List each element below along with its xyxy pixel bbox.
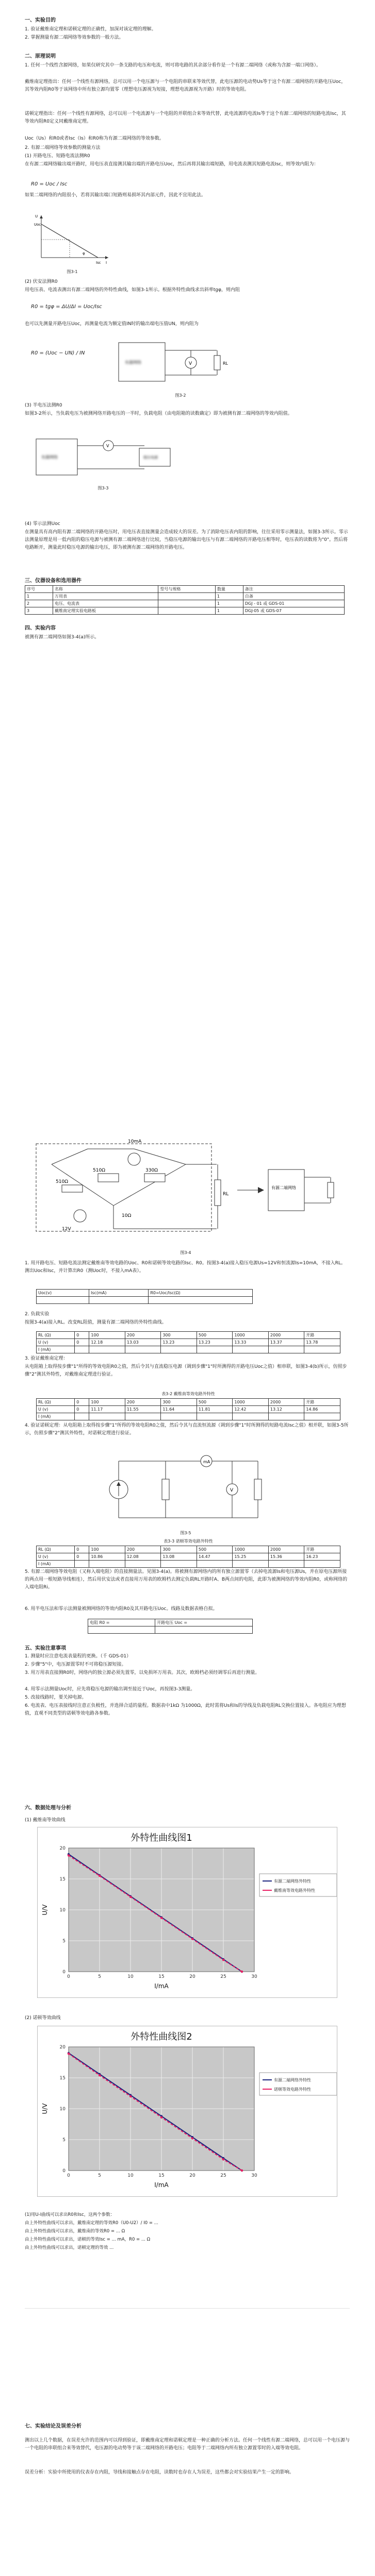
data-point bbox=[129, 1896, 132, 1898]
y-tick-label: 20 bbox=[59, 1846, 66, 1851]
svg-text:Isc: Isc bbox=[96, 261, 101, 265]
data-p3: 由上外特性曲线可以求出，戴维南的等效R0 = ... Ω bbox=[25, 2229, 125, 2234]
table-cell: 13.33 bbox=[233, 1339, 269, 1346]
principle-p3: 诺顿定理指出：任何一个线性有源网络，总可以用一个电流源与一个电阻的并联组合来等效代替，此电流源的电流Is等于这个有源二端网络的短路电流Isc，其等效内阻R0定义同戴维南定理。 bbox=[25, 111, 346, 124]
table-header: 2000 bbox=[268, 1399, 304, 1406]
table-cell: 14.47 bbox=[197, 1553, 233, 1561]
content-p1: 被测有源二端网络如图3-4(a)所示。 bbox=[25, 635, 100, 640]
table-cell: 13.08 bbox=[161, 1553, 197, 1561]
legend-entry: 有源二端网络外特性 bbox=[274, 2078, 311, 2082]
table-row bbox=[37, 1413, 340, 1420]
content-p5: 3. 验证戴维南定理： bbox=[25, 1356, 68, 1361]
section-title-notes: 五、实验注意事项 bbox=[25, 1646, 66, 1651]
table-cell: 15.36 bbox=[268, 1553, 304, 1561]
table-header-row bbox=[25, 586, 345, 593]
table-header: 1000 bbox=[233, 1546, 269, 1553]
table-cell: 14.86 bbox=[304, 1406, 340, 1413]
table-header: 0 bbox=[75, 1546, 89, 1553]
figure-3-3-circuit bbox=[31, 433, 186, 484]
svg-text:V: V bbox=[230, 1488, 234, 1493]
x-tick-label: 15 bbox=[158, 1974, 165, 1979]
notes-item-2: 2. 步骤"5"中，电压源置零时不可将稳压源短接。 bbox=[25, 1662, 126, 1667]
figure-3-4-caption: 图3-4 bbox=[180, 1250, 191, 1255]
table-cell: U (v) bbox=[37, 1553, 75, 1561]
svg-text:V: V bbox=[189, 361, 192, 366]
x-tick-label: 5 bbox=[98, 2173, 101, 2178]
principle-p13: 如图3-2所示，当负载电压为被测网络开路电压的一半时，负载电阻（由电阻箱的读数确定）即为被测有源二端网络的等效内阻值。 bbox=[25, 411, 292, 416]
table-header: 开路 bbox=[304, 1332, 340, 1339]
notes-item-3: 3. 用万用表直接测R0时，网络内的独立源必须先置零，以免损坏万用表。其次，欧姆档必须经调零后再进行测量。 bbox=[25, 1670, 260, 1675]
x-axis-label: I/mA bbox=[154, 2181, 169, 2189]
table-cell: 12.42 bbox=[233, 1406, 269, 1413]
table-cell: 1 bbox=[215, 607, 243, 615]
table-row bbox=[88, 1626, 253, 1634]
svg-text:U: U bbox=[35, 214, 38, 218]
figure-3-2-caption: 图3-2 bbox=[175, 393, 186, 398]
data-point bbox=[222, 1959, 224, 1961]
y-tick-label: 0 bbox=[62, 1970, 66, 1975]
svg-text:稳压电源: 稳压电源 bbox=[143, 455, 158, 460]
x-tick-label: 5 bbox=[98, 1974, 101, 1979]
data-point bbox=[129, 2095, 132, 2097]
table-row bbox=[37, 1297, 253, 1304]
principle-p8: 如果二端网络的内阻很小，若将其输出端口短路则易损坏其内部元件，因此不宜用此法。 bbox=[25, 193, 206, 198]
data-point bbox=[241, 2170, 243, 2172]
y-tick-label: 5 bbox=[62, 2138, 66, 2143]
y-axis-label: U/V bbox=[41, 1904, 48, 1916]
table-cell bbox=[161, 1346, 197, 1353]
y-tick-label: 10 bbox=[59, 1908, 66, 1913]
principle-p6: (1) 开路电压、短路电流法测R0 bbox=[25, 154, 90, 159]
table-header: 开路 bbox=[304, 1399, 340, 1406]
figure-3-5-caption: 图3-5 bbox=[180, 1531, 191, 1535]
table-cell bbox=[161, 1561, 197, 1568]
data-point bbox=[160, 2116, 162, 2119]
table-header: 1000 bbox=[233, 1332, 269, 1339]
table-cell: 10.86 bbox=[89, 1553, 125, 1561]
y-tick-label: 15 bbox=[59, 1877, 66, 1882]
notes-item-1: 1. 测量时应注意电流表量程的更换。（千 GDS-01） bbox=[25, 1654, 132, 1659]
notes-item-5: 5. 改接线路时，要关掉电源。 bbox=[25, 1695, 87, 1700]
table-row bbox=[37, 1553, 340, 1561]
legend-box bbox=[259, 2073, 337, 2095]
fig4-label-r2: 330Ω bbox=[145, 1168, 158, 1173]
x-tick-label: 30 bbox=[251, 2173, 257, 2178]
chart-2 bbox=[38, 2026, 337, 2196]
table-cell bbox=[233, 1413, 269, 1420]
data-p2: 由上外特性曲线可以求出，戴维南定理的等效R0（U0-U2）/ I0 = ... bbox=[25, 2221, 158, 2226]
table-cell: 13.37 bbox=[268, 1339, 304, 1346]
formula-r0-tg: R0 = tgφ = ΔU/ΔI = Uoc/Isc bbox=[31, 304, 102, 310]
y-tick-label: 15 bbox=[59, 2076, 66, 2081]
table-cell: 自备 bbox=[243, 593, 344, 600]
data-p1: (1)用U-I曲线可以求出R0和Isc，这两个参数： bbox=[25, 2212, 115, 2217]
principle-p10: 用电压表、电流表测出有源二端网络的外特性曲线，如图3-1所示。根据外特性曲线求出斜率tgφ，则内阻 bbox=[25, 287, 240, 293]
table-cell bbox=[304, 1413, 340, 1420]
notes-item-4: 4. 用零示法测量Uoc时，应先将稳压电源的输出调至接近于Uoc，再按图3-3测量。 bbox=[25, 1687, 195, 1692]
svg-text:有源网络: 有源网络 bbox=[125, 360, 141, 365]
table-header: 1000 bbox=[233, 1399, 269, 1406]
data-point bbox=[241, 1971, 243, 1973]
principle-p12: (3) 半电压法测R0 bbox=[25, 403, 62, 408]
table-cell: U (v) bbox=[37, 1339, 75, 1346]
content-p7: 4. 验证诺顿定理：从电阻箱上取得按步骤"1"所得的等效电阻R0之值，然后令其与直流恒流源（调到步骤"1"时所测得的短路电流Isc之值）相并联，如图3-5所示，仿照步骤"2"测其外特性，对诺顿定理进行验证。 bbox=[25, 1423, 349, 1436]
data-sub1: (1) 戴维南等效曲线 bbox=[25, 1818, 66, 1823]
principle-p1: 1. 任何一个线性含源网络，如果仅研究其中一条支路的电压和电流，则可将电路的其余部分看作是一个有源二端网络（或称为含源一端口网络）。 bbox=[25, 63, 321, 68]
y-tick-label: 0 bbox=[62, 2168, 66, 2174]
table-header: 0 bbox=[75, 1399, 89, 1406]
x-tick-label: 30 bbox=[251, 1974, 257, 1979]
data-sub2: (2) 诺顿等效曲线 bbox=[25, 2015, 61, 2021]
table-cell: 12.08 bbox=[125, 1553, 161, 1561]
table-uoc-isc bbox=[36, 1289, 253, 1304]
table-3-3-caption: 表3-3 诺顿等效电路外特性 bbox=[164, 1539, 213, 1544]
table-cell: 13.23 bbox=[197, 1339, 233, 1346]
table-cell: 电压、电流表 bbox=[53, 600, 158, 607]
figure-3-1-graph bbox=[31, 211, 113, 268]
table-header: 100 bbox=[89, 1332, 125, 1339]
table-cell: 0 bbox=[75, 1339, 89, 1346]
principle-p7: 在有源二端网络输出端开路时，用电压表直接测其输出端的开路电压Uoc，然后再将其输出端短路，用电流表测其短路电流Isc，则等效内阻为： bbox=[25, 162, 319, 167]
table-cell: 13.23 bbox=[161, 1339, 197, 1346]
table-header: 2000 bbox=[268, 1546, 304, 1553]
principle-p4: Uoc（Us）和R0或者Isc（Is）和R0称为有源二端网络的等效参数。 bbox=[25, 136, 164, 141]
section-title-data: 六、数据处理与分析 bbox=[25, 1805, 71, 1811]
principle-p15: 在测量具有高内阻有源二端网络的开路电压时，用电压表直接测量会造成较大的误差。为了消除电压表内阻的影响，往往采用零示测量法，如图3-3所示。零示法测量原理是用一低内阻的稳压电源与被测有源二端网络进行比较，当稳压电源的输出电压与有源二端网络的开路电压相等时，电压表的读数将为"0"。然后将电路断开，测量此时稳压电源的输出电压，即为被测有源二端网络的开路电压。 bbox=[25, 530, 348, 550]
svg-text:mA: mA bbox=[203, 1460, 210, 1464]
fig4-label-is: 10mA bbox=[128, 1139, 142, 1144]
table-header: 数量 bbox=[215, 586, 243, 593]
table-cell bbox=[158, 600, 215, 607]
table-header: 500 bbox=[197, 1546, 233, 1553]
content-p3: 2. 负载实验 bbox=[25, 1312, 50, 1317]
table-cell bbox=[158, 607, 215, 615]
content-p8: 5. 有源二端网络等效电阻（又称入端电阻）的直接测量法。见图3-4(a)。将被测有源网络内的所有独立源置零（去掉电流源Is和电压源Us，并在原电压源所接的两点用一根短路导线相连），然后用伏安法或者直接用万用表的欧姆档去测定负载RL开路时A、B两点间的电阻，此即为被测网络的等效内阻R0，或称网络的入端电阻Ri。 bbox=[25, 1569, 348, 1590]
table-header: 0 bbox=[75, 1332, 89, 1339]
data-point bbox=[68, 1854, 70, 1856]
table-cell: 0 bbox=[75, 1553, 89, 1561]
table-header: 300 bbox=[161, 1546, 197, 1553]
table-cell bbox=[197, 1561, 233, 1568]
table-cell bbox=[155, 1626, 253, 1634]
table-cell: I (mA) bbox=[37, 1413, 75, 1420]
chart-1 bbox=[38, 1827, 337, 1997]
table-header: 开路电压 Uoc = bbox=[155, 1619, 253, 1626]
table-row bbox=[25, 607, 345, 615]
data-point bbox=[160, 1917, 162, 1919]
principle-p2: 戴维南定理指出：任何一个线性有源网络，总可以用一个电压源与一个电阻的串联来等效代替，此电压源的电动势Us等于这个有源二端网络的开路电压Uoc，其等效内阻R0等于该网络中所有独立源均置零（理想电压源视为短接，理想电流源视为开路）时的等效电阻。 bbox=[25, 79, 346, 92]
formula-r0-un-in: R0 = (Uoc − UN) / IN bbox=[31, 350, 85, 356]
y-tick-label: 10 bbox=[59, 2107, 66, 2112]
data-point bbox=[222, 2158, 224, 2160]
table-cell bbox=[268, 1346, 304, 1353]
table-cell bbox=[89, 1297, 149, 1304]
table-cell bbox=[88, 1626, 155, 1634]
table-cell: I (mA) bbox=[37, 1561, 75, 1568]
fig4-label-rl: RL bbox=[223, 1192, 229, 1197]
table-row bbox=[37, 1346, 340, 1353]
table-header: 100 bbox=[89, 1399, 125, 1406]
table-cell: DGJ - 01 或 GDS-01 bbox=[243, 600, 344, 607]
table-norton bbox=[36, 1546, 340, 1568]
chart-title: 外特性曲线图1 bbox=[131, 1833, 192, 1843]
table-cell bbox=[89, 1413, 125, 1420]
data-p5: 由上外特性曲线可以求出，诺顿定理的等效 ... bbox=[25, 2245, 114, 2250]
table-cell bbox=[158, 593, 215, 600]
table-header: 备注 bbox=[243, 586, 344, 593]
table-row bbox=[37, 1406, 340, 1413]
table-header-row bbox=[37, 1290, 253, 1297]
formula-r0-uoc-isc: R0 = Uoc / Isc bbox=[31, 181, 68, 187]
table-3-2-caption: 表3-2 戴维南等效电路外特性 bbox=[161, 1392, 215, 1396]
table-load-characteristic bbox=[36, 1331, 340, 1353]
table-cell: 0 bbox=[75, 1406, 89, 1413]
legend-entry: 诺顿等效电路外特性 bbox=[274, 2087, 311, 2092]
table-cell: 13.03 bbox=[125, 1339, 161, 1346]
content-p2: 1. 用开路电压、短路电流法测定戴维南等效电路的Uoc、R0和诺顿等效电路的Isc、R0。按图3-4(a)接入稳压电源Us=12V和恒流源Is=10mA，不接入RL。测出Uoc和Isc，并计算出R0（测Uoc时，不接入mA表）。 bbox=[25, 1261, 346, 1274]
x-tick-label: 0 bbox=[67, 1974, 70, 1979]
table-cell bbox=[149, 1297, 253, 1304]
table-cell: 1 bbox=[215, 600, 243, 607]
fig4-label-r1: 510Ω bbox=[93, 1168, 106, 1173]
figure-3-3-caption: 图3-3 bbox=[97, 486, 109, 490]
table-row bbox=[25, 600, 345, 607]
table-cell bbox=[125, 1346, 161, 1353]
table-cell: 11.64 bbox=[161, 1406, 197, 1413]
table-header-row bbox=[37, 1399, 340, 1406]
table-cell: 13.78 bbox=[304, 1339, 340, 1346]
chart-title: 外特性曲线图2 bbox=[131, 2031, 192, 2042]
y-tick-label: 5 bbox=[62, 1939, 66, 1944]
figure-3-4-circuit bbox=[31, 1128, 346, 1247]
purpose-item-1: 1. 验证戴维南定理和诺顿定理的正确性，加深对该定理的理解。 bbox=[25, 27, 156, 32]
divider bbox=[25, 2308, 350, 2309]
table-cell bbox=[233, 1346, 269, 1353]
figure-3-1-caption: 图3-1 bbox=[67, 269, 78, 274]
principle-p5: 2. 有源二端网络等效参数的测量方法 bbox=[25, 145, 101, 150]
content-p6: 从电阻箱上取得按步骤"1"所得的等效电阻R0之值，然后令其与直流稳压电源（调到步骤"1"时所测得的开路电压Uoc之值）相串联，如图3-4(b)所示，仿照步骤"2"测其外特性，对戴维南定理进行验证。 bbox=[25, 1364, 347, 1377]
principle-p9: (2) 伏安法测R0 bbox=[25, 279, 58, 284]
table-cell bbox=[75, 1413, 89, 1420]
table-cell: 15.25 bbox=[233, 1553, 269, 1561]
table-header: RL (Ω) bbox=[37, 1546, 75, 1553]
chart-2-frame bbox=[37, 2026, 337, 2197]
table-header: RL (Ω) bbox=[37, 1399, 75, 1406]
table-header: 200 bbox=[125, 1332, 161, 1339]
page-1 bbox=[0, 0, 375, 515]
legend-entry: 有源二端网络外特性 bbox=[274, 1879, 311, 1884]
figure-3-4b bbox=[237, 1170, 334, 1211]
conclusion-p2: 误差分析：实验中所使用的仪表存在内阻，导线和接触点存在电阻，读数时也存在人为误差，这些都会对实验结果产生一定的影响。 bbox=[25, 2470, 295, 2475]
conclusion-p1: 测出以上几个数据，在误差允许的范围内可以得到验证，即戴维南定理和诺顿定理是一种正确的分析方法。任何一个线性有源二端网络，总可以用一个电压源与一个电阻的串联组合来等效替代，电压源的电动势等于该二端网络的开路电压；电阻等于二端网络内所有独立源置零时的入端等效电阻。 bbox=[25, 2438, 350, 2451]
table-header: 序号 bbox=[25, 586, 53, 593]
table-header-row bbox=[37, 1332, 340, 1339]
table-cell bbox=[197, 1346, 233, 1353]
data-p4: 由上外特性曲线可以求出，诺顿的等效Isc = ... mA，R0 = ... Ω bbox=[25, 2237, 151, 2242]
page-3 bbox=[0, 1082, 375, 1726]
x-tick-label: 10 bbox=[127, 2173, 134, 2178]
table-header: 500 bbox=[197, 1332, 233, 1339]
table-cell: 万用表 bbox=[53, 593, 158, 600]
principle-p14: (4) 零示法测Uoc bbox=[25, 521, 60, 527]
table-header: 型号与规格 bbox=[158, 586, 215, 593]
y-tick-label: 20 bbox=[59, 2045, 66, 2050]
table-row bbox=[37, 1339, 340, 1346]
table-cell: 12.18 bbox=[89, 1339, 125, 1346]
table-row bbox=[25, 593, 345, 600]
data-point bbox=[68, 2053, 70, 2055]
table-header: 开路 bbox=[304, 1546, 340, 1553]
figure-3-4a bbox=[36, 1139, 229, 1232]
table-cell: 2 bbox=[25, 600, 53, 607]
x-tick-label: 25 bbox=[220, 1974, 226, 1979]
equipment-table bbox=[25, 585, 345, 615]
svg-text:φ: φ bbox=[83, 251, 85, 256]
table-cell: I (mA) bbox=[37, 1346, 75, 1353]
section-title-purpose: 一、实验目的 bbox=[25, 18, 56, 23]
data-point bbox=[99, 2074, 101, 2076]
table-cell bbox=[89, 1561, 125, 1568]
table-header: R0=Uoc/Isc(Ω) bbox=[149, 1290, 253, 1297]
svg-text:有源网络: 有源网络 bbox=[41, 455, 58, 460]
fig4-label-us: 12V bbox=[62, 1227, 71, 1232]
table-cell bbox=[304, 1346, 340, 1353]
table-header: Isc(mA) bbox=[89, 1290, 149, 1297]
fig4-label-r4: 10Ω bbox=[122, 1213, 132, 1218]
table-header: 2000 bbox=[268, 1332, 304, 1339]
data-point bbox=[99, 1875, 101, 1877]
figure-3-2-circuit bbox=[113, 335, 248, 392]
table-cell bbox=[89, 1346, 125, 1353]
x-tick-label: 15 bbox=[158, 2173, 165, 2178]
table-cell bbox=[304, 1561, 340, 1568]
svg-text:I: I bbox=[106, 261, 107, 265]
chart-1-frame bbox=[37, 1827, 337, 1998]
content-p9: 6. 用半电压法和零示法测量被测网络的等效内阻R0及其开路电压Uoc。线路及数据表格自拟。 bbox=[25, 1606, 218, 1612]
table-cell: 1 bbox=[215, 593, 243, 600]
table-cell: 16.23 bbox=[304, 1553, 340, 1561]
purpose-item-2: 2. 掌握测量有源二端网络等效参数的一般方法。 bbox=[25, 35, 124, 40]
legend-box bbox=[259, 1874, 337, 1896]
table-header-row bbox=[88, 1619, 253, 1626]
content-p4: 按图3-4(a)接入RL。改变RL阻值，测量有源二端网络的外特性曲线。 bbox=[25, 1320, 167, 1325]
table-cell bbox=[161, 1413, 197, 1420]
y-axis-label: U/V bbox=[41, 2103, 48, 2114]
table-cell: 11.17 bbox=[89, 1406, 125, 1413]
section-title-conclusion: 七、实验结论及误差分析 bbox=[25, 2424, 81, 2429]
figure-3-5-circuit bbox=[88, 1451, 284, 1528]
table-cell bbox=[75, 1561, 89, 1568]
table-header: 200 bbox=[125, 1399, 161, 1406]
table-cell bbox=[37, 1297, 89, 1304]
table-cell bbox=[233, 1561, 269, 1568]
x-tick-label: 20 bbox=[189, 1974, 195, 1979]
table-header: 500 bbox=[197, 1399, 233, 1406]
section-title-equipment: 三、仪器设备和选用器件 bbox=[25, 578, 81, 584]
table-header: 电阻 R0 = bbox=[88, 1619, 155, 1626]
page-2 bbox=[0, 515, 375, 1082]
table-header: 300 bbox=[161, 1332, 197, 1339]
table-cell: 戴维南定理实验电路板 bbox=[53, 607, 158, 615]
table-header: 名称 bbox=[53, 586, 158, 593]
table-half-voltage bbox=[88, 1619, 253, 1634]
table-cell: 1 bbox=[25, 593, 53, 600]
x-tick-label: 0 bbox=[67, 2173, 70, 2178]
table-header: 300 bbox=[161, 1399, 197, 1406]
x-tick-label: 25 bbox=[220, 2173, 226, 2178]
table-header: 100 bbox=[89, 1546, 125, 1553]
table-cell bbox=[125, 1413, 161, 1420]
table-cell bbox=[197, 1413, 233, 1420]
fig4-label-network: 有源二端网络 bbox=[271, 1185, 296, 1190]
x-tick-label: 20 bbox=[189, 2173, 195, 2178]
table-cell: 3 bbox=[25, 607, 53, 615]
svg-text:V: V bbox=[106, 444, 109, 448]
notes-item-6: 6. 电流表、电压表接线时注意正负极性，并选择合适的量程。数据表中1kΩ 为1000Ω，此时需将Us和Is的导线及负载电阻RL交换位置接入。各电阻应为理想值，直观不同类型的诺顿等效电路各参数。 bbox=[25, 1703, 346, 1716]
data-point bbox=[191, 2137, 193, 2139]
table-cell bbox=[75, 1346, 89, 1353]
fig4-label-r3: 510Ω bbox=[56, 1179, 69, 1184]
table-cell: 13.12 bbox=[268, 1406, 304, 1413]
svg-text:RL: RL bbox=[223, 361, 229, 366]
table-thevenin bbox=[36, 1398, 340, 1420]
table-cell: 11.55 bbox=[125, 1406, 161, 1413]
x-axis-label: I/mA bbox=[154, 1982, 169, 1990]
table-cell bbox=[268, 1561, 304, 1568]
x-tick-label: 10 bbox=[127, 1974, 134, 1979]
table-cell: U (v) bbox=[37, 1406, 75, 1413]
section-title-principle: 二、原理说明 bbox=[25, 54, 56, 59]
table-cell bbox=[125, 1561, 161, 1568]
table-cell: 11.81 bbox=[197, 1406, 233, 1413]
section-title-content: 四、实验内容 bbox=[25, 625, 56, 631]
table-header: 200 bbox=[125, 1546, 161, 1553]
svg-text:Uoc: Uoc bbox=[34, 223, 41, 227]
data-point bbox=[191, 1938, 193, 1940]
page-4 bbox=[0, 1793, 375, 2566]
table-header-row bbox=[37, 1546, 340, 1553]
table-cell bbox=[268, 1413, 304, 1420]
table-header: RL (Ω) bbox=[37, 1332, 75, 1339]
principle-p11: 也可以先测量开路电压Uoc，再测量电流为额定值IN时的输出端电压值UN，则内阻为 bbox=[25, 321, 199, 327]
legend-entry: 戴维南等效电路外特性 bbox=[274, 1888, 315, 1893]
table-cell: DGJ-05 或 GDS-07 bbox=[243, 607, 344, 615]
table-row bbox=[37, 1561, 340, 1568]
table-header: Uoc(v) bbox=[37, 1290, 89, 1297]
